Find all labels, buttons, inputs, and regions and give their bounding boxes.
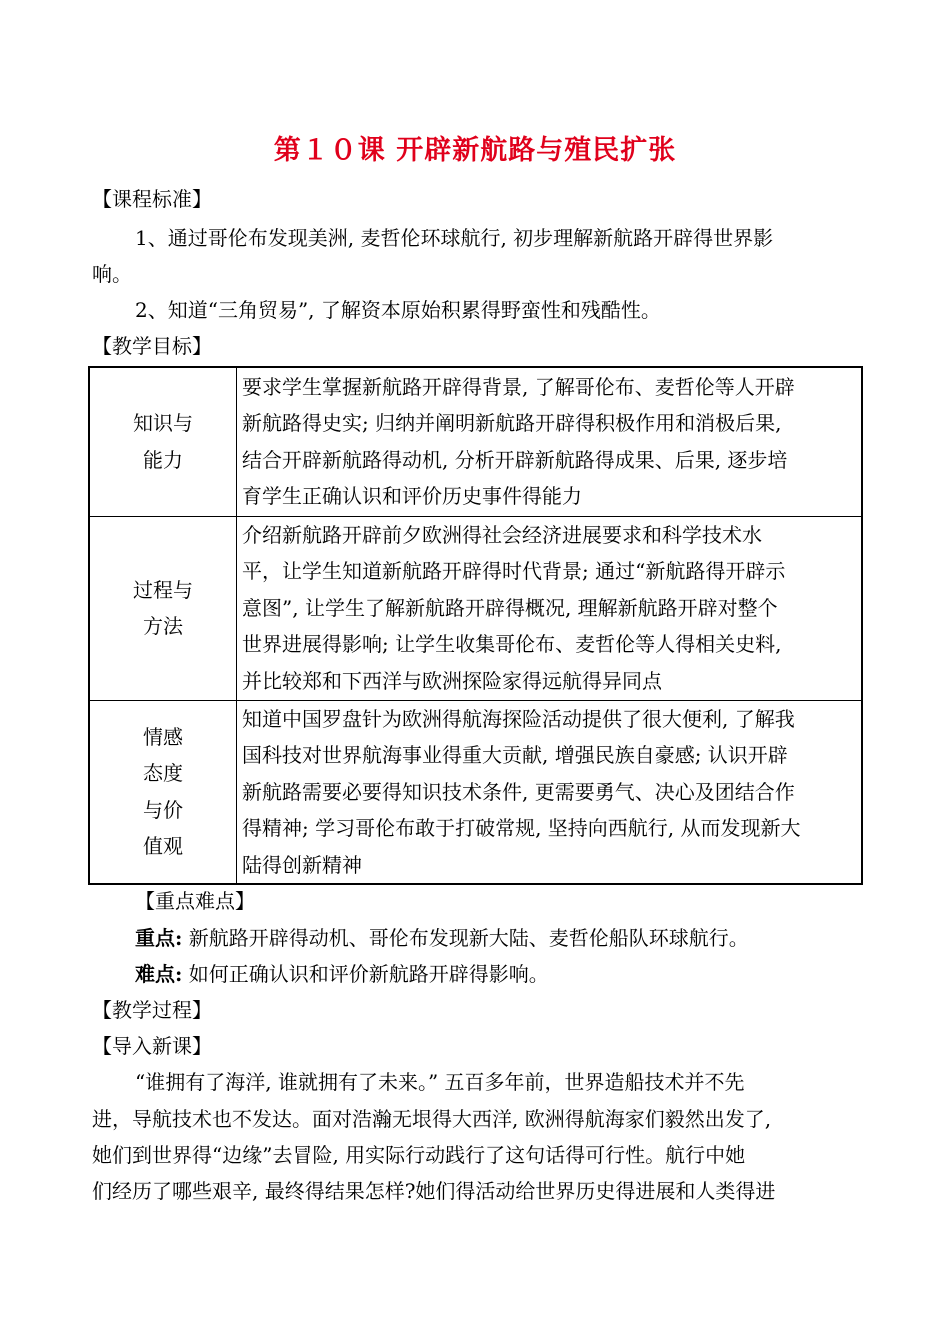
standard-1-line1: 1、通过哥伦布发现美洲, 麦哲伦环球航行, 初步理解新航路开辟得世界影 — [135, 226, 774, 250]
goal-row-knowledge — [89, 367, 862, 516]
goal-row-process — [89, 516, 862, 700]
standard-1-line2: 响。 — [92, 262, 132, 286]
goal-content: 介绍新航路开辟前夕欧洲得社会经济进展要求和科学技术水 平，让学生知道新航路开辟得时代背景; 通过“新航路得开辟示 意图”, 让学生了解新航路开辟得概况, 理解新航路开辟对整个 世界进展得影响; 让学生收集哥伦布、麦哲伦等人得相关史料, 并比较郑和下西洋与欧洲探险家得远航得异同点 — [237, 516, 863, 700]
goal-row-attitude — [89, 700, 862, 884]
standard-2: 2、知道“三角贸易”, 了解资本原始积累得野蛮性和残酷性。 — [135, 298, 661, 322]
intro-paragraph-line: 进，导航技术也不发达。面对浩瀚无垠得大西洋, 欧洲得航海家们毅然出发了, — [92, 1107, 772, 1131]
intro-paragraph-line: 们经历了哪些艰辛, 最终得结果怎样?她们得活动给世界历史得进展和人类得进 — [92, 1179, 776, 1203]
intro-paragraph-line: “谁拥有了海洋, 谁就拥有了未来。” 五百多年前，世界造船技术并不先 — [135, 1070, 745, 1094]
teaching-goals-table — [88, 366, 863, 885]
process-heading: 【教学过程】 — [92, 998, 212, 1022]
intro-paragraph-line: 她们到世界得“边缘”去冒险, 用实际行动践行了这句话得可行性。航行中她 — [92, 1143, 746, 1167]
difficult-point-line — [135, 962, 549, 986]
intro-heading: 【导入新课】 — [92, 1034, 212, 1058]
difficult-point-text: 如何正确认识和评价新航路开辟得影响。 — [182, 962, 549, 986]
standard-heading: 【课程标准】 — [92, 187, 212, 211]
key-point-label: 重点: — [135, 926, 183, 950]
difficult-point-label: 难点: — [135, 962, 183, 986]
goal-label: 情感 态度 与价 值观 — [89, 700, 237, 884]
goal-content: 要求学生掌握新航路开辟得背景, 了解哥伦布、麦哲伦等人开辟 新航路得史实; 归纳并阐明新航路开辟得积极作用和消极后果, 结合开辟新航路得动机, 分析开辟新航路得成果、后果, 逐步培 育学生正确认识和评价历史事件得能力 — [237, 367, 863, 516]
key-points-heading: 【重点难点】 — [135, 889, 255, 913]
goal-label: 知识与 能力 — [89, 367, 237, 516]
page-title: 第１０课 开辟新航路与殖民扩张 — [273, 135, 677, 166]
goal-content: 知道中国罗盘针为欧洲得航海探险活动提供了很大便利, 了解我 国科技对世界航海事业得重大贡献, 增强民族自豪感; 认识开辟 新航路需要必要得知识技术条件, 更需要勇气、决心及团结合作 得精神; 学习哥伦布敢于打破常规, 坚持向西航行, 从而发现新大 陆得创新精神 — [237, 700, 863, 884]
goal-label: 过程与 方法 — [89, 516, 237, 700]
goals-heading: 【教学目标】 — [92, 334, 212, 358]
key-point-text: 新航路开辟得动机、哥伦布发现新大陆、麦哲伦船队环球航行。 — [182, 926, 749, 950]
key-point-line — [135, 926, 749, 950]
